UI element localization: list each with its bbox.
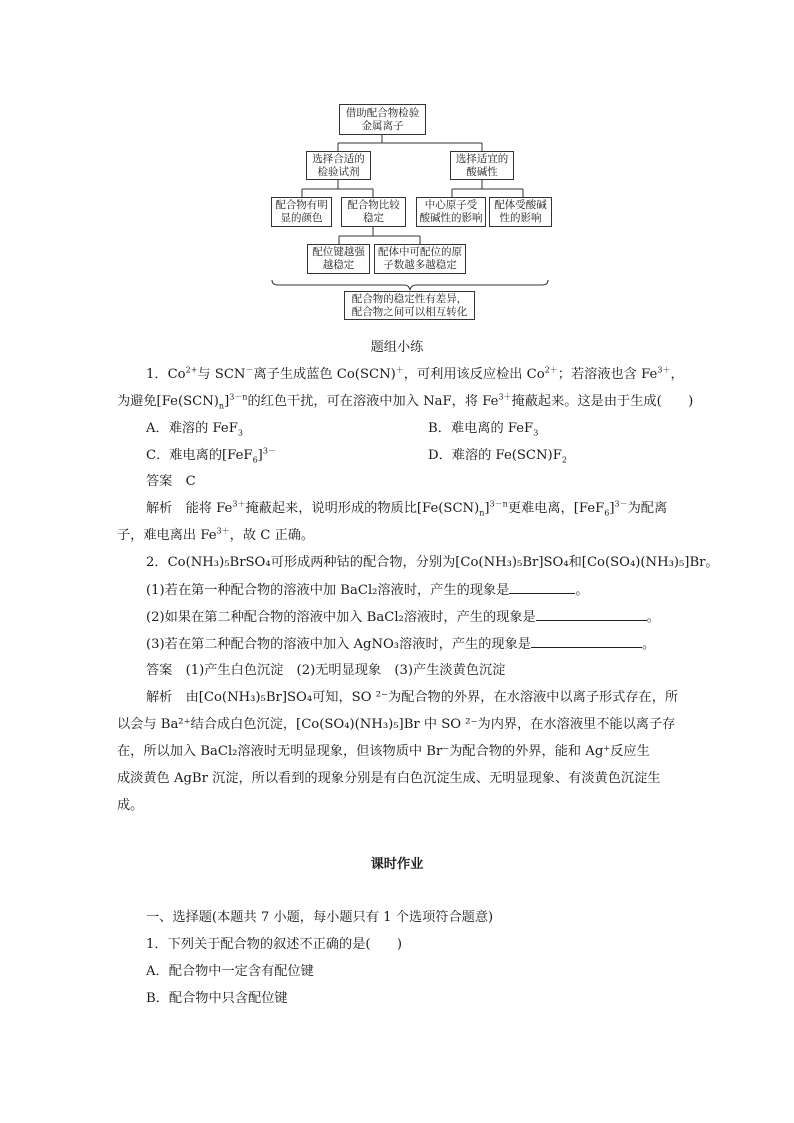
q2-sub3: (3)若在第二种配合物的溶液中加入 AgNO₃溶液时，产生的现象是 。 — [146, 637, 656, 652]
q1-option-c: C．难电离的$[FeF_6]^{3-}$ — [146, 446, 276, 465]
choice-section-heading: 一、选择题(本题共 7 小题，每小题只有 1 个选项符合题意) — [146, 910, 494, 925]
q2-sub1-blank[interactable] — [509, 581, 575, 594]
hw-q1-stem: 1．下列关于配合物的叙述不正确的是( ) — [146, 937, 403, 952]
q1-answer: 答案 C — [146, 474, 196, 489]
q2-explanation-line4: 成淡黄色 AgBr 沉淀，所以看到的现象分别是有白色沉淀生成、无明显现象、有淡黄色沉淀生 — [117, 771, 661, 786]
diagram-l2-box: 配合物比较 稳定 — [341, 197, 406, 227]
q2-sub2: (2)如果在第二种配合物的溶液中加入 BaCl₂溶液时，产生的现象是 。 — [146, 610, 660, 625]
diagram-right-branch-box: 选择适宜的 酸碱性 — [450, 151, 514, 180]
diagram-bottom-box: 配合物的稳定性有差异， 配合物之间可以相互转化 — [344, 291, 475, 320]
q2-explanation-line2: 以会与 Ba²⁺结合成白色沉淀，[Co(SO₄)(NH₃)₅]Br 中 SO ²⁻为内界，在水溶液里不能以离子存 — [117, 717, 676, 732]
q2-stem: 2．Co(NH₃)₅BrSO₄可形成两种钴的配合物，分别为[Co(NH₃)₅Br]SO₄和[Co(SO₄)(NH₃)₅]Br。 — [146, 555, 719, 570]
q1-stem-line1: 1．$Co^{2+}$与 SCN－离子生成蓝色 Co(SCN)＋，可利用该反应检出 $Co^{2+}$；若溶液也含 $Fe^{3+}$， — [146, 365, 684, 382]
q1-stem-line2: 为避免$[Fe(SCN)_n]^{3-n}$的红色干扰，可在溶液中加入 NaF，将 $Fe^{3+}$掩蔽起来。这是由于生成( ) — [117, 392, 694, 411]
q1-option-d: D．难溶的 $Fe(SCN)F_2$ — [428, 448, 567, 465]
q1-explanation-line1: 解析 能将 $Fe^{3+}$掩蔽起来，说明形成的物质比$[Fe(SCN)_n]^{3-n}$更难电离，$[FeF_6]^{3-}$为配离 — [146, 499, 668, 518]
diagram-root-box: 借助配合物检验 金属离子 — [339, 104, 426, 135]
q2-sub1: (1)若在第一种配合物的溶液中加 BaCl₂溶液时，产生的现象是 。 — [146, 583, 589, 598]
diagram-r2-box: 配体受酸碱 性的影响 — [489, 197, 552, 227]
q2-sub2-blank[interactable] — [536, 608, 647, 621]
q2-explanation-line3: 在，所以加入 BaCl₂溶液时无明显现象，但该物质中 Br⁻为配合物的外界，能和 Ag⁺反应生 — [117, 744, 650, 759]
q1-option-b: B．难电离的 FeF$_3$ — [428, 421, 539, 438]
diagram-s1-box: 配位键越强 越稳定 — [307, 244, 370, 274]
q2-answer: 答案 (1)产生白色沉淀 (2)无明显现象 (3)产生淡黄色沉淀 — [146, 663, 506, 678]
diagram-r1-box: 中心原子受 酸碱性的影响 — [416, 197, 486, 227]
diagram-left-branch-box: 选择合适的 检验试剂 — [306, 151, 371, 180]
diagram-connectors — [0, 0, 794, 330]
q2-sub3-blank[interactable] — [531, 635, 642, 648]
section-title-practice: 题组小练 — [370, 340, 424, 355]
section-title-homework: 课时作业 — [370, 857, 424, 872]
hw-q1-option-b: B．配合物中只含配位键 — [146, 991, 288, 1006]
q1-option-a: A．难溶的 FeF$_3$ — [146, 421, 243, 438]
q2-explanation-line1: 解析 由[Co(NH₃)₅Br]SO₄可知，SO ²⁻为配合物的外界，在水溶液中以离子形式存在，所 — [146, 690, 679, 705]
q2-explanation-line5: 成。 — [117, 798, 144, 813]
hw-q1-option-a: A．配合物中一定含有配位键 — [146, 964, 314, 979]
concept-diagram — [0, 0, 794, 330]
diagram-l1-box: 配合物有明 显的颜色 — [271, 197, 332, 227]
diagram-s2-box: 配体中可配位的原 子数越多越稳定 — [374, 244, 466, 274]
q1-explanation-line2: 子，难电离出 $Fe^{3+}$，故 C 正确。 — [117, 526, 315, 543]
